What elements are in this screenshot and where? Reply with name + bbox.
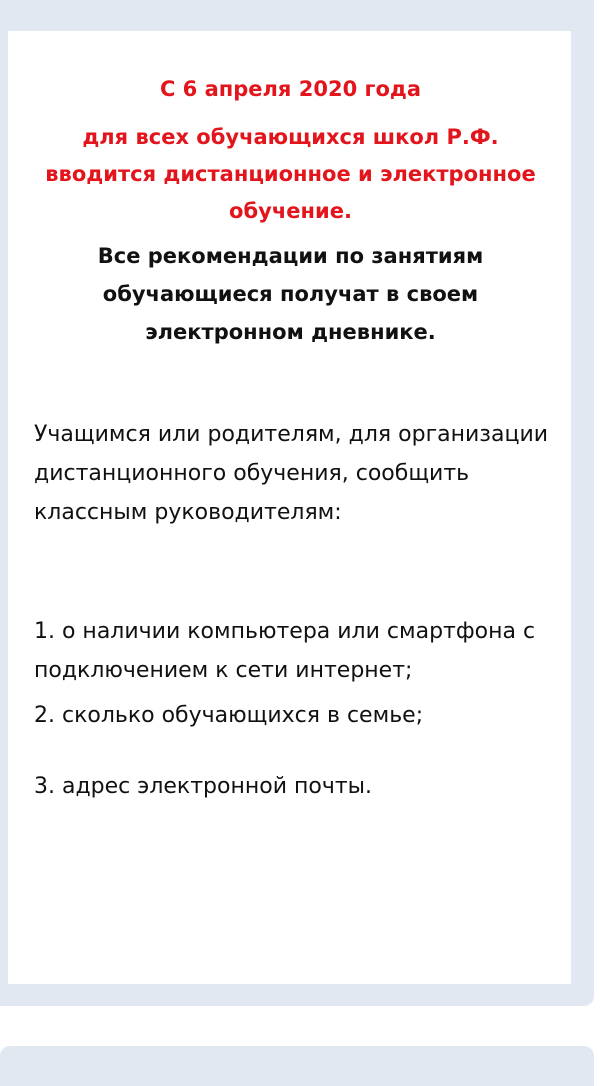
next-news-panel (0, 1046, 594, 1086)
list-item: 2. сколько обучающихся в семье; (34, 703, 424, 728)
instruction-intro: Учащимся или родителям, для организации дистанционного обучения, сообщить классным руководителям: (34, 422, 549, 525)
list-item: 3. адрес электронной почты. (34, 774, 373, 799)
announcement-headline: для всех обучающихся школ Р.Ф. вводится дистанционное и электронное обучение. (45, 125, 536, 223)
list-item: 1. о наличии компьютера или смартфона с подключением к сети интернет; (34, 619, 536, 683)
recommendation-text: Все рекомендации по занятиям обучающиеся получат в своем электронном дневнике. (97, 244, 484, 344)
announcement-card (8, 31, 571, 984)
announcement-date: С 6 апреля 2020 года (159, 77, 422, 101)
